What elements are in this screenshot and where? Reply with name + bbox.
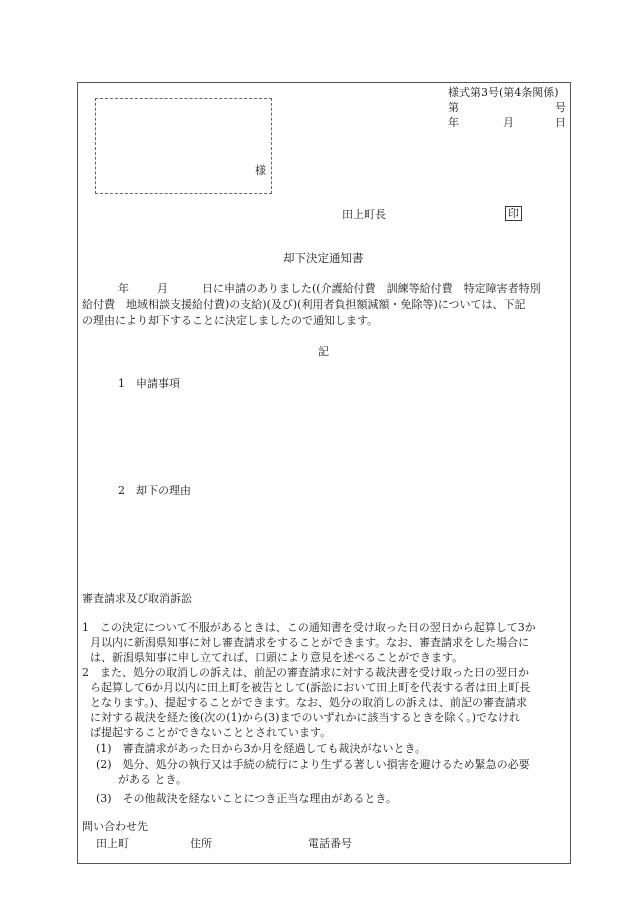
seal-text: 印: [505, 206, 522, 221]
appeal-sub-1: (1) 審査請求があった日から3か月を経過しても裁決がないとき。: [96, 742, 427, 755]
doc-number-suffix: 号: [555, 101, 566, 114]
appeal-sub-3: (3) その他裁決を経ないことにつき正当な理由があるとき。: [96, 792, 397, 805]
appeal-p1-line1: 1 この決定について不服があるときは、この通知書を受け取った日の翌日から起算して3か: [82, 621, 536, 634]
document-title: 却下決定通知書: [283, 251, 364, 265]
contact-address-label: 住所: [190, 837, 212, 850]
appeal-sub-2-cont: がある とき。: [96, 773, 188, 786]
appeal-p2-line4: に対する裁決を経た後(次の(1)から(3)までのいずれかに該当するときを除く。)でなけれ: [90, 711, 521, 724]
item-application-matters: 1 申請事項: [118, 377, 180, 390]
body-line1: 日に申請のありました((介護給付費 訓練等給付費 特定障害者特別: [202, 282, 541, 295]
appeal-p1-line3: は、新潟県知事に申し立てれば、口頭により意見を述べることができます。: [90, 651, 464, 664]
appeal-p2-line1: 2 また、処分の取消しの訴えは、前記の審査請求に対する裁決書を受け取った日の翌日か: [82, 666, 529, 679]
appeal-p2-line2: ら起算して6か月以内に田上町を被告として(訴訟において田上町を代表する者は田上町長: [90, 681, 531, 694]
appeal-sub-2: (2) 処分、処分の執行又は手続の続行により生ずる著しい損害を避けるため緊急の必要: [96, 758, 530, 771]
seal-mark: [505, 206, 522, 221]
addressee-suffix: 様: [255, 164, 266, 177]
contact-phone-label: 電話番号: [308, 837, 352, 850]
date-year: 年: [448, 116, 459, 129]
appeal-p2-line5: ば提起することができないこととされています。: [90, 726, 332, 739]
body-line2: 給付費 地域相談支援給付費)の支給)(及び)(利用者負担額減額・免除等)については、下記: [82, 298, 526, 311]
ki-heading: 記: [318, 345, 329, 358]
item-rejection-reason: 2 却下の理由: [118, 484, 191, 497]
appeal-p2-line3: となります。)、提起することができます。なお、処分の取消しの訴えは、前記の審査請求: [90, 696, 528, 709]
form-number: 様式第3号(第4条関係): [448, 86, 559, 99]
body-year: 年: [118, 282, 129, 295]
issuer-name: 田上町長: [342, 208, 386, 221]
doc-number-prefix: 第: [448, 101, 459, 114]
contact-org: 田上町: [96, 837, 129, 850]
addressee-box: [95, 98, 272, 194]
appeal-heading: 審査請求及び取消訴訟: [82, 592, 192, 605]
date-month: 月: [503, 116, 514, 129]
date-day: 日: [555, 116, 566, 129]
contact-heading: 問い合わせ先: [82, 820, 148, 833]
body-month: 月: [157, 282, 168, 295]
appeal-p1-line2: 月以内に新潟県知事に対し審査請求をすることができます。なお、審査請求をした場合に: [90, 636, 530, 649]
body-line3: の理由により却下することに決定しましたので通知します。: [82, 314, 379, 327]
